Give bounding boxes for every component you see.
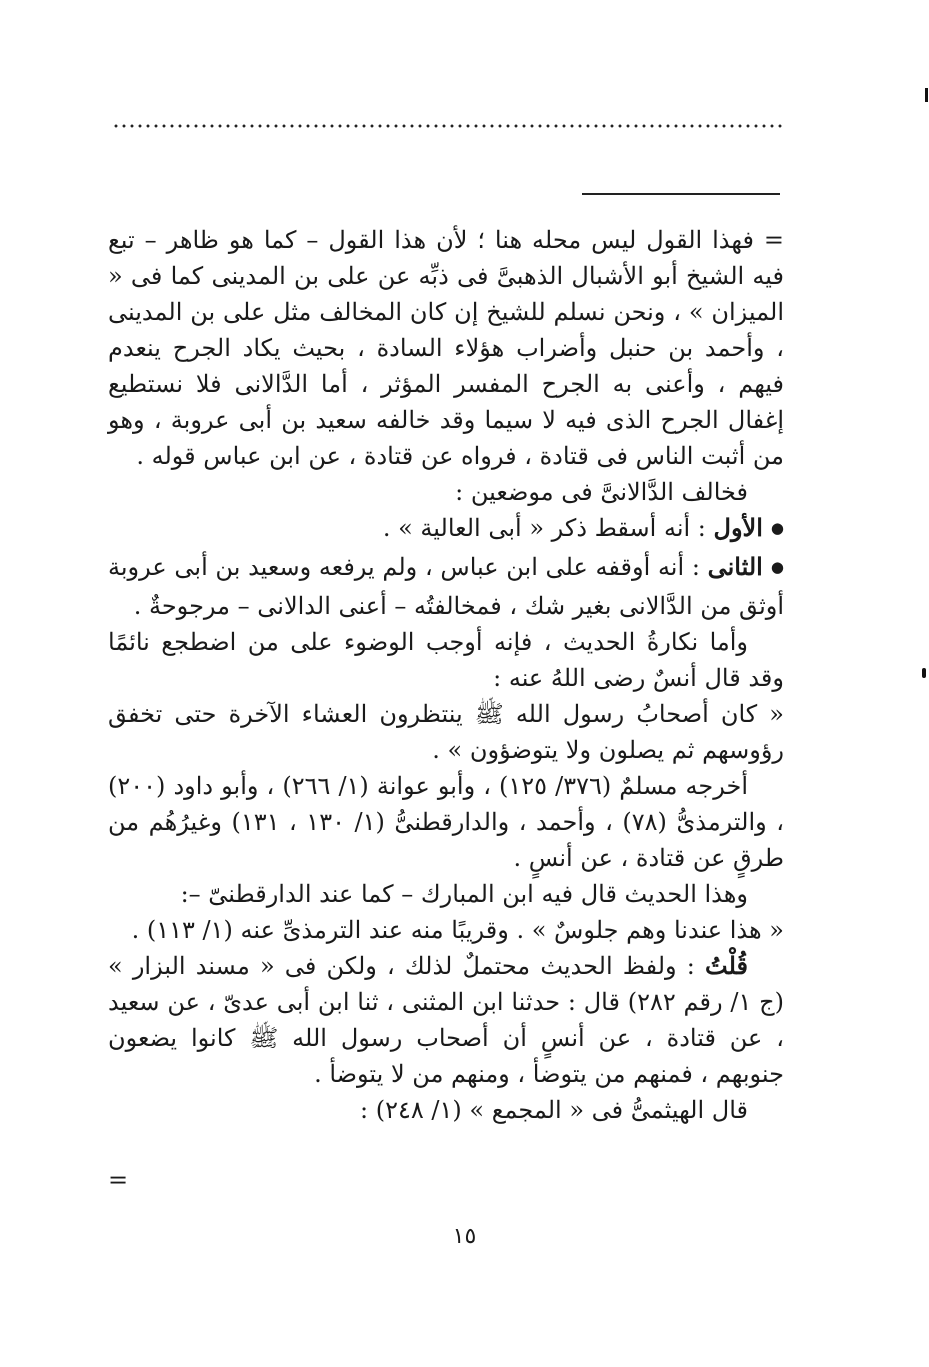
paragraph: وهذا الحديث قال فيه ابن المبارك – كما عند الدارقطنىّ –: — [180, 880, 748, 908]
paragraph: وأما نكارةُ الحديث ، فإنه أوجب الوضوء على من اضطجع نائمًا وقد قال أنسٌ رضى اللهُ عنه : — [108, 628, 784, 692]
quote: « كان أصحابُ رسول الله ﷺ ينتظرون العشاء الآخرة حتى تخفق رؤوسهم ثم يصلون ولا يتوضؤون » . — [108, 700, 784, 764]
bullet-item-second — [108, 549, 784, 624]
footnote-rule — [582, 193, 780, 195]
item-text: : أنه أسقط ذكر « أبى العالية » . — [382, 514, 714, 542]
paragraph — [108, 948, 784, 1092]
bullet-item-first — [108, 510, 784, 549]
item-label: الأول — [713, 513, 763, 542]
item-text: : ولفظ الحديث محتملٌ لذلك ، ولكن فى « مسند البزار » (ج ١/ رقم ٢٨٢) قال : حدثنا ابن المثنى ، ثنا ابن أبى عدىّ ، عن سعيد ، عن قتادة ، عن أنسٍ أن أصحاب رسول الله ﷺ كانوا يضعون جنوبهم ، فمنهم من يتوضأ ، ومنهم من لا يتوضأ . — [108, 952, 784, 1088]
edge-mark — [922, 668, 926, 678]
item-label: قُلْتُ — [705, 951, 748, 980]
paragraph: فخالف الدَّالانىَّ فى موضعين : — [455, 478, 748, 506]
paragraph: قال الهيثمىُّ فى « المجمع » (١/ ٢٤٨) : — [360, 1096, 748, 1124]
page-number: ١٥ — [452, 1224, 477, 1249]
edge-mark — [925, 88, 928, 102]
paragraph: أخرجه مسلمٌ (٣٧٦/ ١٢٥) ، وأبو عوانة (١/ ٢٦٦) ، وأبو داود (٢٠٠) ، والترمذىُّ (٧٨) ، وأحمد ، والدارقطنىُّ (١/ ١٣٠ ، ١٣١) وغيرُهُم من طرقٍ عن قتادة ، عن أنسٍ . — [108, 772, 785, 872]
item-label: الثانى — [707, 552, 763, 581]
dotted-separator — [112, 124, 784, 128]
item-text: : أنه أوقفه على ابن عباس ، ولم يرفعه وسعيد بن أبى عروبة أوثق من الدَّالانى بغير شك ، فمخالفتُه – أعنى الدالانى – مرجوحةٌ . — [108, 553, 784, 620]
continuation-marker: = — [108, 1166, 129, 1194]
quote: « هذا عندنا وهم جلوسٌ » . وقريبًا منه عند الترمذىِّ عنه (١/ ١١٣) . — [131, 916, 784, 944]
paragraph: = فهذا القول ليس محله هنا ؛ لأن هذا القول – كما هو ظاهر – تبع فيه الشيخ أبو الأشبال الذهبىَّ فى ذبِّه عن على بن المدينى كما فى « الميزان » ، ونحن نسلم للشيخ إن كان المخالف مثل على بن المدينى ، وأحمد بن حنبل وأضراب هؤلاء السادة ، بحيث يكاد الجرح ينعدم فيهم ، وأعنى به الجرح المفسر المؤثر ، أما الدَّالانى فلا نستطيع إغفال الجرح الذى فيه لا سيما وقد خالفه سعيد بن أبى عروبة ، وهو من أثبت الناس فى قتادة ، فرواه عن قتادة ، عن ابن عباس قوله . — [108, 226, 785, 470]
body-text — [108, 222, 784, 1128]
